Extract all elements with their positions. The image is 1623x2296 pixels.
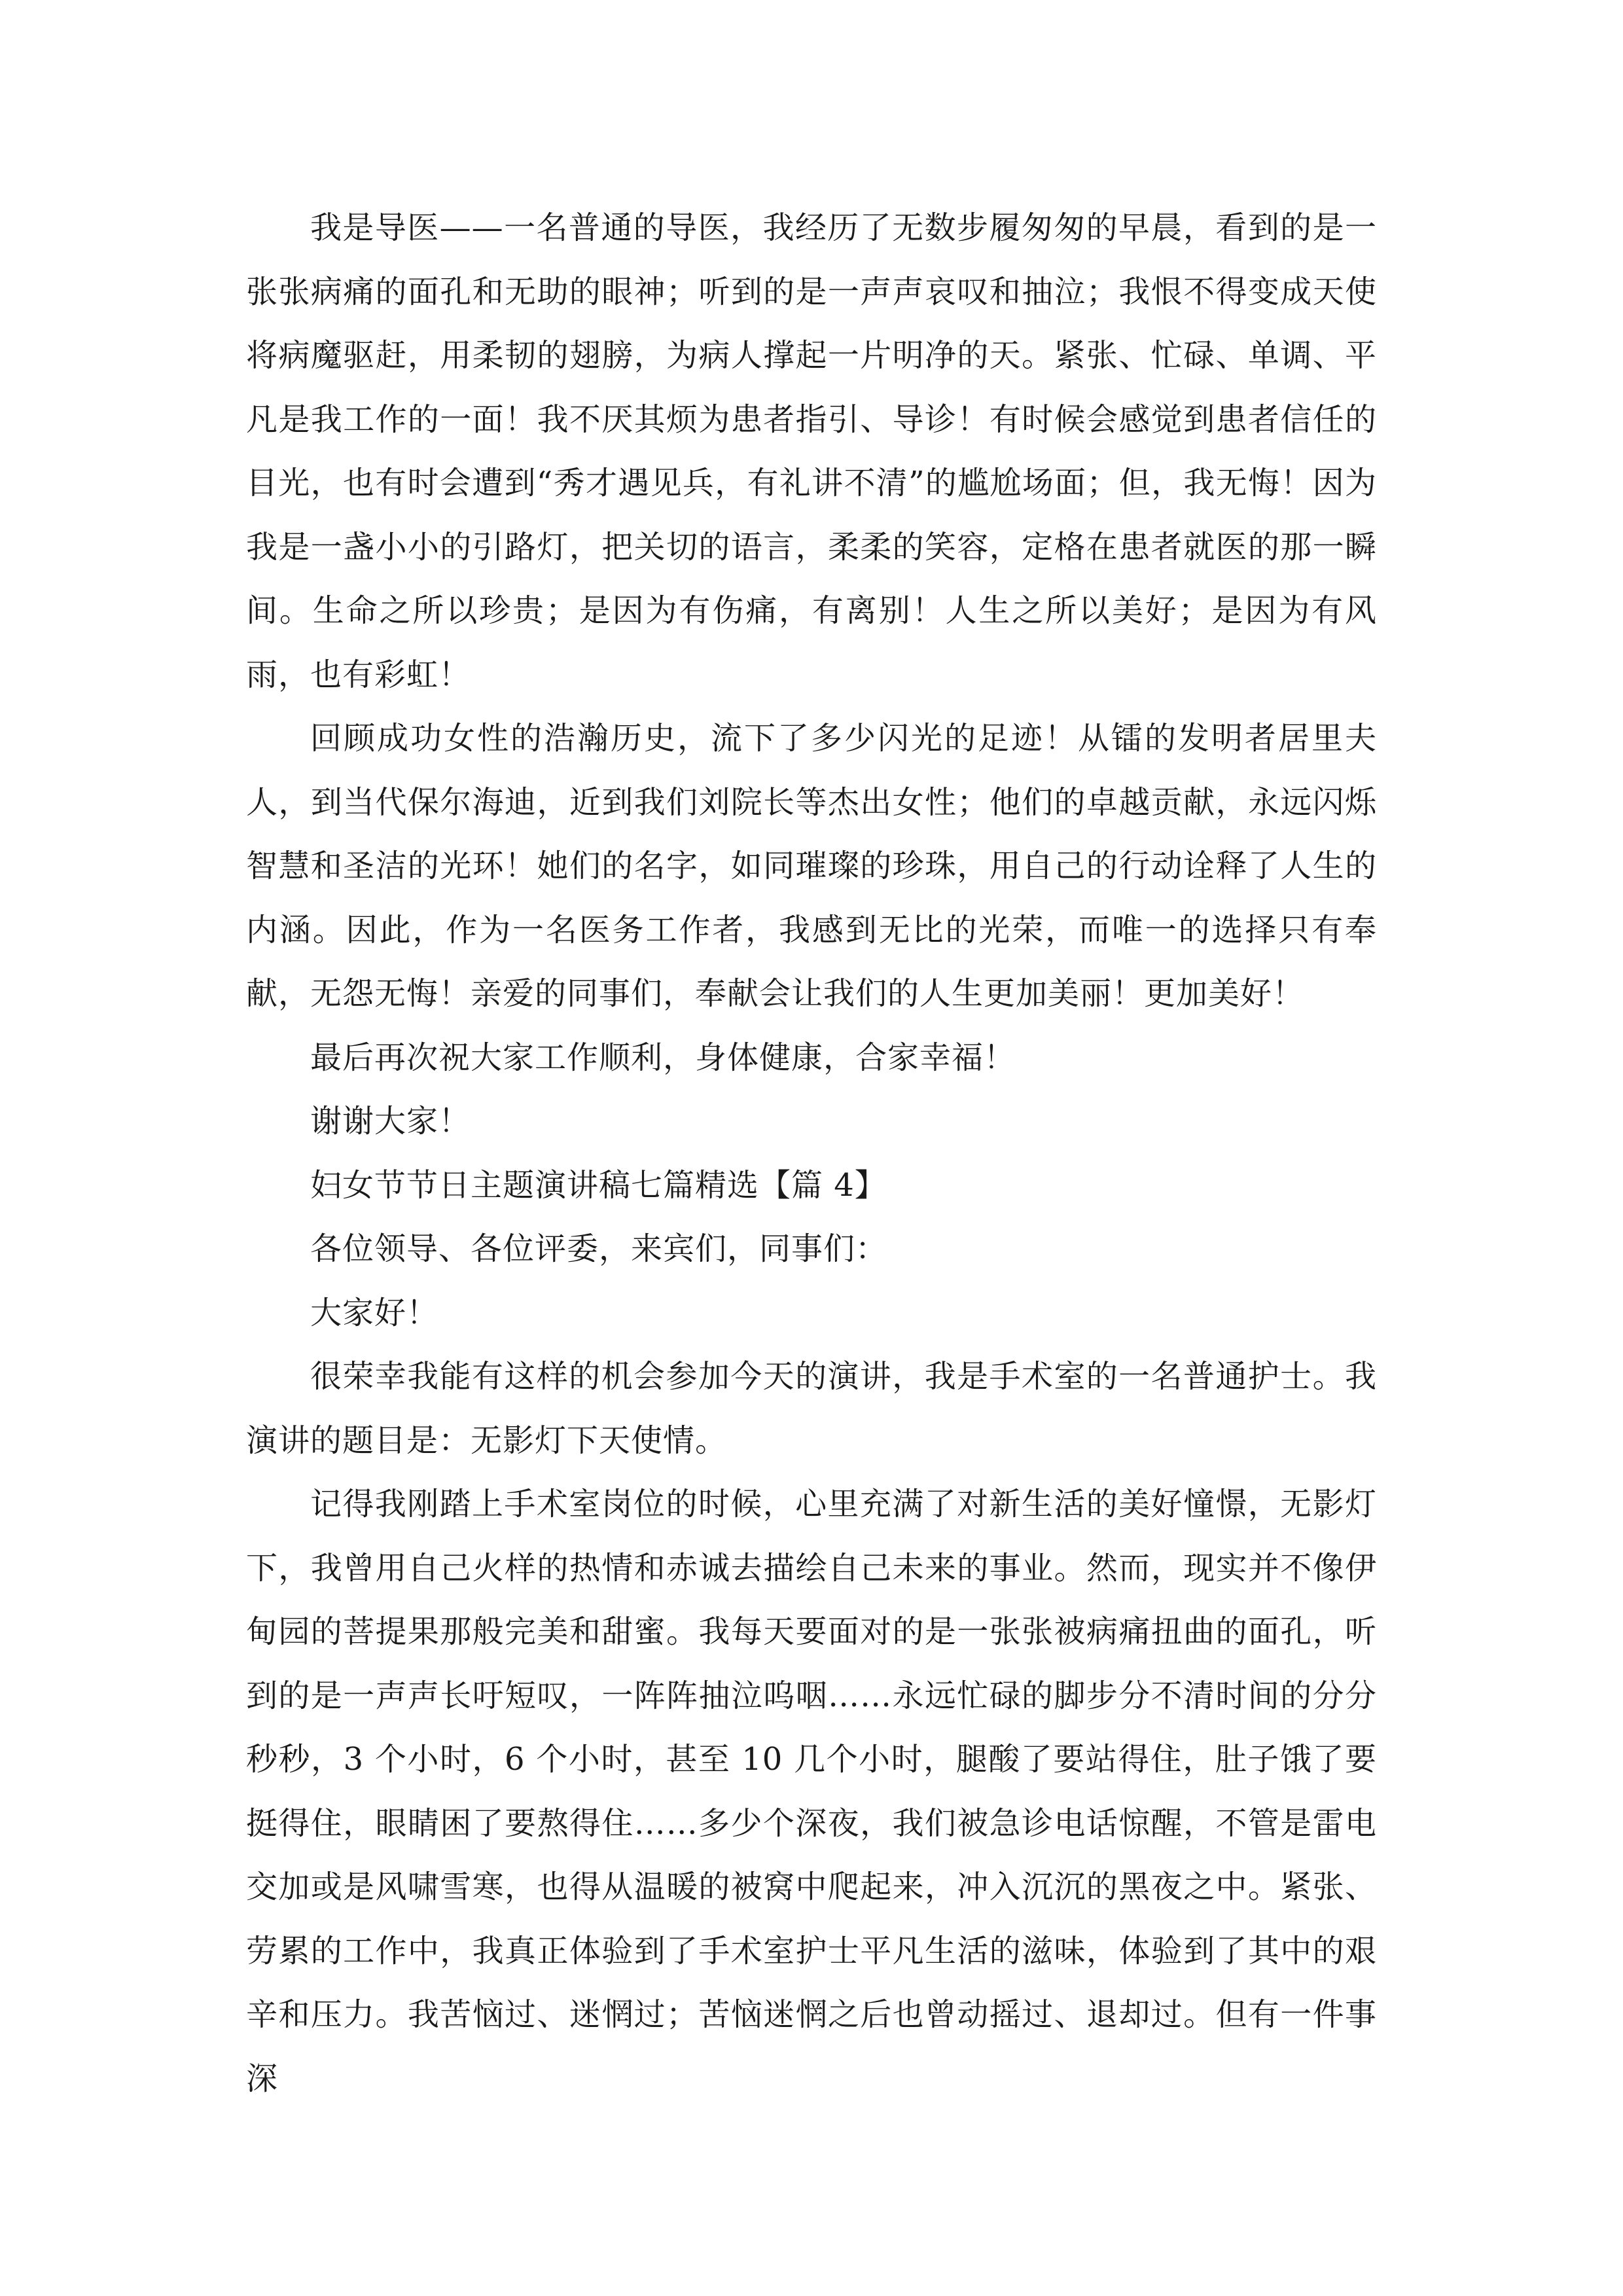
section-heading-part-4: 妇女节节日主题演讲稿七篇精选【篇 4】 [310, 1166, 887, 1204]
paragraph-greeting: 大家好！ [310, 1294, 439, 1331]
paragraph-closing-wishes: 最后再次祝大家工作顺利，身体健康，合家幸福！ [310, 1039, 1016, 1076]
paragraph-successful-women: 回顾成功女性的浩瀚历史，流下了多少闪光的足迹！从镭的发明者居里夫人，到当代保尔海迪，近到我们刘院长等杰出女性；他们的卓越贡献，永远闪烁智慧和圣洁的光环！她们的名字，如同璀璨的珍珠，用自己的行动诠释了人生的内涵。因此，作为一名医务工作者，我感到无比的光荣，而唯一的选择只有奉献，无怨无悔！亲爱的同事们，奉献会让我们的人生更加美丽！更加美好！ [246, 720, 1377, 1012]
paragraph-speech-intro: 很荣幸我能有这样的机会参加今天的演讲，我是手术室的一名普通护士。我演讲的题目是：无影灯下天使情。 [246, 1358, 1377, 1459]
paragraph-operating-room: 记得我刚踏上手术室岗位的时候，心里充满了对新生活的美好憧憬，无影灯下，我曾用自己火样的热情和赤诚去描绘自己未来的事业。然而，现实并不像伊甸园的菩提果那般完美和甜蜜。我每天要面对的是一张张被病痛扭曲的面孔，听到的是一声声长吁短叹，一阵阵抽泣呜咽……永远忙碌的脚步分不清时间的分分秒秒，3 个小时，6 个小时，甚至 10 几个小时，腿酸了要站得住，肚子饿了要挺得住，眼睛困了要熬得住……多少个深夜，我们被急诊电话惊醒，不管是雷电交加或是风啸雪寒，也得从温暖的被窝中爬起来，冲入沉沉的黑夜之中。紧张、劳累的工作中，我真正体验到了手术室护士平凡生活的滋味，体验到了其中的艰辛和压力。我苦恼过、迷惘过；苦恼迷惘之后也曾动摇过、退却过。但有一件事深 [246, 1486, 1377, 2097]
paragraph-thanks: 谢谢大家！ [310, 1103, 471, 1139]
paragraph-salutation: 各位领导、各位评委，来宾们，同事们： [310, 1230, 888, 1267]
document-page [246, 196, 1377, 2111]
paragraph-daoyi: 我是导医——一名普通的导医，我经历了无数步履匆匆的早晨，看到的是一张张病痛的面孔和无助的眼神；听到的是一声声哀叹和抽泣；我恨不得变成天使将病魔驱赶，用柔韧的翅膀，为病人撑起一片明净的天。紧张、忙碌、单调、平凡是我工作的一面！我不厌其烦为患者指引、导诊！有时候会感觉到患者信任的目光，也有时会遭到“秀才遇见兵，有礼讲不清”的尴尬场面；但，我无悔！因为我是一盏小小的引路灯，把关切的语言，柔柔的笑容，定格在患者就医的那一瞬间。生命之所以珍贵；是因为有伤痛，有离别！人生之所以美好；是因为有风雨，也有彩虹！ [246, 209, 1377, 693]
